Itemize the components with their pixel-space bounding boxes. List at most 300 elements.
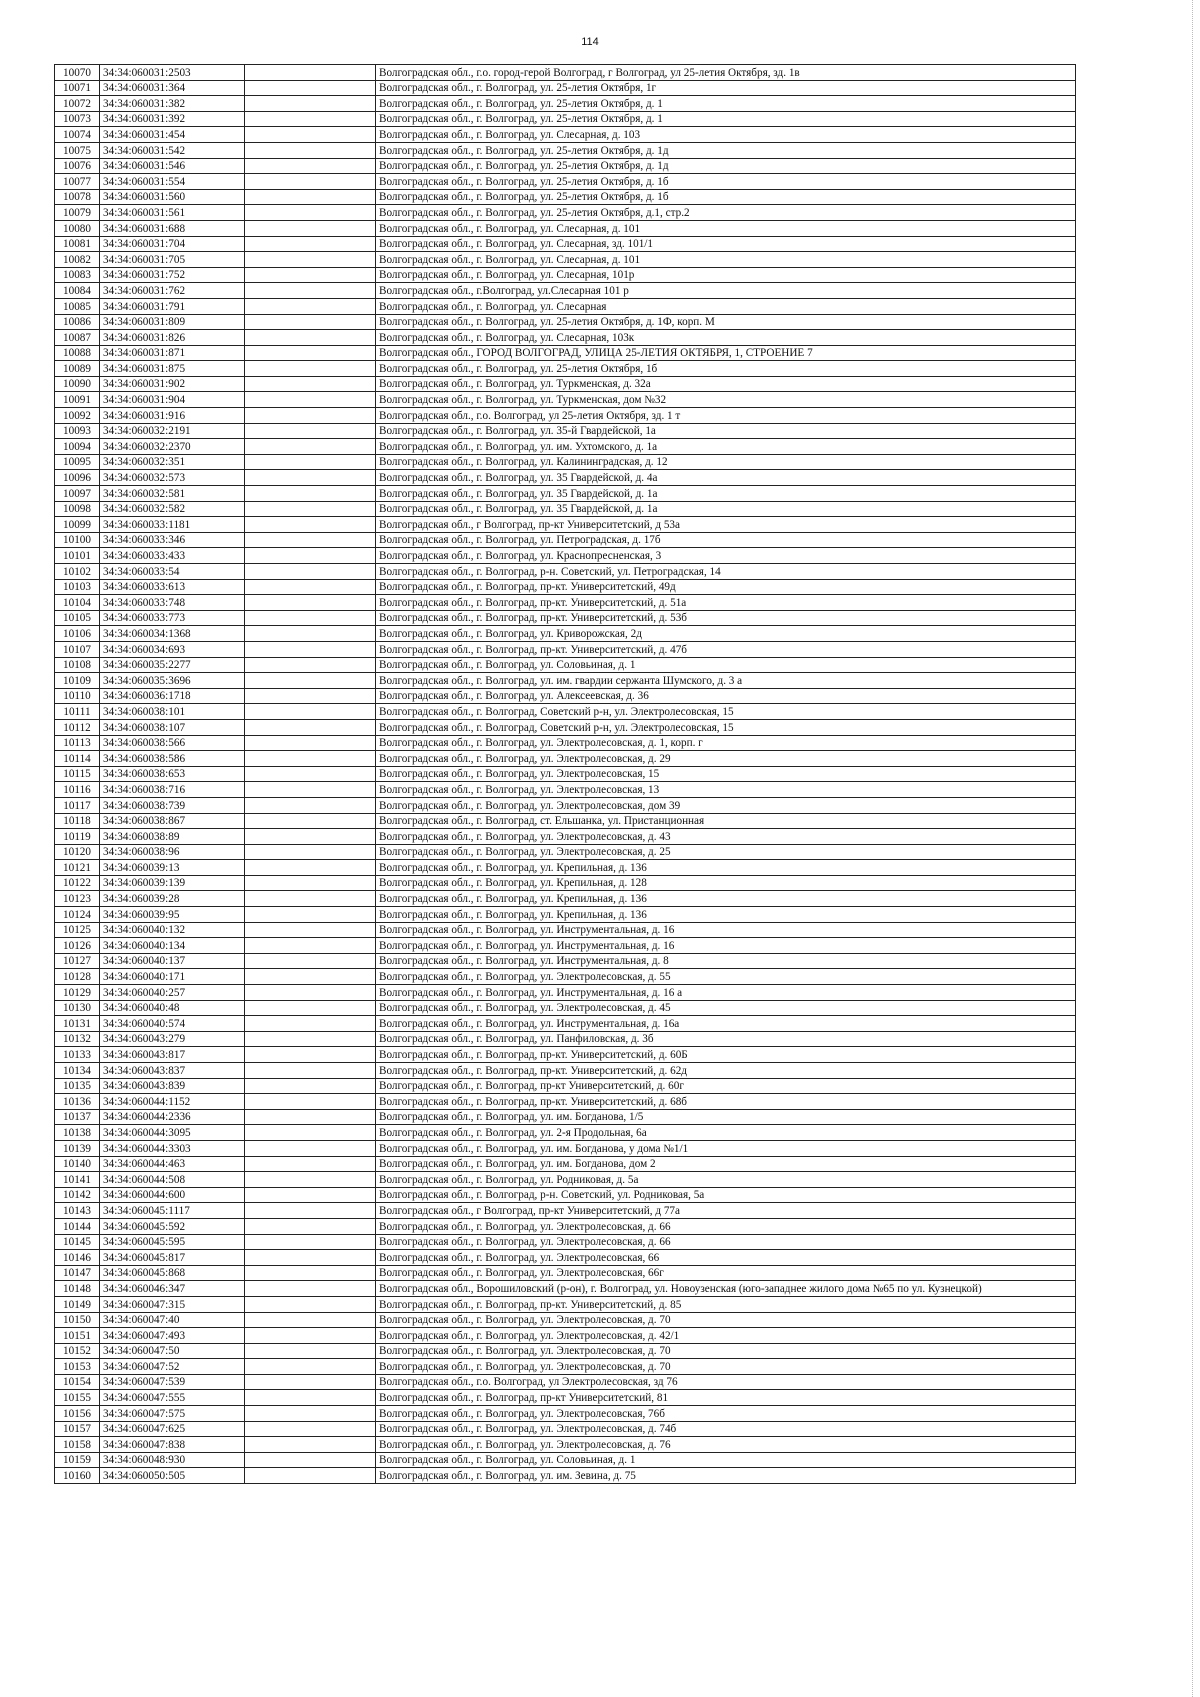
table-row: [55, 1063, 1076, 1079]
table-row: [55, 1140, 1076, 1156]
address-cell: Волгоградская обл., г. Волгоград, ул. Электролесовская, д. 42/1: [376, 1328, 1076, 1344]
cadastral-number-cell: 34:34:060039:95: [100, 907, 245, 923]
row-number-cell: 10086: [55, 314, 100, 330]
cadastral-number-cell: 34:34:060031:454: [100, 127, 245, 143]
row-number-cell: 10091: [55, 392, 100, 408]
empty-cell: [245, 548, 376, 564]
address-cell: Волгоградская обл., г.Волгоград, ул.Слесарная 101 р: [376, 283, 1076, 299]
empty-cell: [245, 174, 376, 190]
address-cell: Волгоградская обл., г. Волгоград, ул. Панфиловская, д. 3б: [376, 1031, 1076, 1047]
cadastral-number-cell: 34:34:060044:600: [100, 1187, 245, 1203]
empty-cell: [245, 1000, 376, 1016]
address-cell: Волгоградская обл., г. Волгоград, ул. Электролесовская, д. 66: [376, 1234, 1076, 1250]
cadastral-number-cell: 34:34:060047:50: [100, 1343, 245, 1359]
row-number-cell: 10114: [55, 751, 100, 767]
table-row: [55, 719, 1076, 735]
cadastral-number-cell: 34:34:060031:762: [100, 283, 245, 299]
table-row: [55, 673, 1076, 689]
cadastral-number-cell: 34:34:060045:592: [100, 1218, 245, 1234]
row-number-cell: 10137: [55, 1109, 100, 1125]
table-row: [55, 641, 1076, 657]
table-row: [55, 1125, 1076, 1141]
address-cell: Волгоградская обл., г. Волгоград, ул. Слесарная: [376, 298, 1076, 314]
row-number-cell: 10101: [55, 548, 100, 564]
address-cell: Волгоградская обл., г. Волгоград, пр-кт. Университетский, д. 62д: [376, 1063, 1076, 1079]
table-row: [55, 875, 1076, 891]
address-cell: Волгоградская обл., г. Волгоград, р-н. Советский, ул. Петроградская, 14: [376, 564, 1076, 580]
empty-cell: [245, 797, 376, 813]
address-cell: Волгоградская обл., г. Волгоград, ул. Электролесовская, д. 74б: [376, 1421, 1076, 1437]
table-row: [55, 938, 1076, 954]
address-cell: Волгоградская обл., г. Волгоград, ул. Слесарная, д. 103: [376, 127, 1076, 143]
row-number-cell: 10087: [55, 330, 100, 346]
cadastral-number-cell: 34:34:060045:868: [100, 1265, 245, 1281]
cadastral-number-cell: 34:34:060040:574: [100, 1016, 245, 1032]
table-row: [55, 267, 1076, 283]
address-cell: Волгоградская обл., г. Волгоград, ул. им. Зевина, д. 75: [376, 1468, 1076, 1484]
row-number-cell: 10103: [55, 579, 100, 595]
empty-cell: [245, 1312, 376, 1328]
table-row: [55, 158, 1076, 174]
empty-cell: [245, 579, 376, 595]
empty-cell: [245, 1296, 376, 1312]
cadastral-number-cell: 34:34:060035:2277: [100, 657, 245, 673]
address-cell: Волгоградская обл., ГОРОД ВОЛГОГРАД, УЛИЦА 25-ЛЕТИЯ ОКТЯБРЯ, 1, СТРОЕНИЕ 7: [376, 345, 1076, 361]
cadastral-number-cell: 34:34:060048:930: [100, 1452, 245, 1468]
cadastral-number-cell: 34:34:060047:40: [100, 1312, 245, 1328]
address-cell: Волгоградская обл., г. Волгоград, пр-кт. Университетский, 49д: [376, 579, 1076, 595]
row-number-cell: 10159: [55, 1452, 100, 1468]
table-row: [55, 829, 1076, 845]
cadastral-number-cell: 34:34:060047:555: [100, 1390, 245, 1406]
table-row: [55, 688, 1076, 704]
row-number-cell: 10095: [55, 454, 100, 470]
address-cell: Волгоградская обл., г. Волгоград, ул. Электролесовская, д. 70: [376, 1359, 1076, 1375]
cadastral-number-cell: 34:34:060031:561: [100, 205, 245, 221]
cadastral-number-cell: 34:34:060031:916: [100, 408, 245, 424]
address-cell: Волгоградская обл., г. Волгоград, ул. им. гвардии сержанта Шумского, д. 3 а: [376, 673, 1076, 689]
address-cell: Волгоградская обл., г. Волгоград, ул. Электролесовская, 13: [376, 782, 1076, 798]
empty-cell: [245, 1140, 376, 1156]
row-number-cell: 10106: [55, 626, 100, 642]
table-row: [55, 1234, 1076, 1250]
row-number-cell: 10109: [55, 673, 100, 689]
table-row: [55, 80, 1076, 96]
row-number-cell: 10096: [55, 470, 100, 486]
empty-cell: [245, 127, 376, 143]
cadastral-number-cell: 34:34:060032:351: [100, 454, 245, 470]
address-cell: Волгоградская обл., г. Волгоград, ул. Электролесовская, д. 55: [376, 969, 1076, 985]
table-row: [55, 1421, 1076, 1437]
row-number-cell: 10073: [55, 111, 100, 127]
cadastral-number-cell: 34:34:060038:716: [100, 782, 245, 798]
row-number-cell: 10100: [55, 532, 100, 548]
table-row: [55, 1203, 1076, 1219]
address-cell: Волгоградская обл., г. Волгоград, ул. Инструментальная, д. 16: [376, 922, 1076, 938]
address-cell: Волгоградская обл., г. Волгоград, ул. 25-летия Октября, 1б: [376, 361, 1076, 377]
cadastral-number-cell: 34:34:060044:3303: [100, 1140, 245, 1156]
table-row: [55, 595, 1076, 611]
address-cell: Волгоградская обл., г. Волгоград, ул. Слесарная, д. 101: [376, 252, 1076, 268]
empty-cell: [245, 969, 376, 985]
cadastral-number-cell: 34:34:060043:817: [100, 1047, 245, 1063]
address-cell: Волгоградская обл., г. Волгоград, ул. Краснопресненская, 3: [376, 548, 1076, 564]
empty-cell: [245, 1187, 376, 1203]
row-number-cell: 10138: [55, 1125, 100, 1141]
cadastral-number-cell: 34:34:060038:586: [100, 751, 245, 767]
table-row: [55, 298, 1076, 314]
address-cell: Волгоградская обл., г. Волгоград, ул. 25-летия Октября, д.1, стр.2: [376, 205, 1076, 221]
address-cell: Волгоградская обл., г Волгоград, пр-кт Университетский, д 77а: [376, 1203, 1076, 1219]
row-number-cell: 10082: [55, 252, 100, 268]
cadastral-number-cell: 34:34:060039:13: [100, 860, 245, 876]
row-number-cell: 10149: [55, 1296, 100, 1312]
cadastral-number-cell: 34:34:060035:3696: [100, 673, 245, 689]
table-row: [55, 1109, 1076, 1125]
table-row: [55, 751, 1076, 767]
empty-cell: [245, 376, 376, 392]
address-cell: Волгоградская обл., г. Волгоград, Советский р-н, ул. Электролесовская, 15: [376, 704, 1076, 720]
cadastral-number-cell: 34:34:060031:791: [100, 298, 245, 314]
empty-cell: [245, 80, 376, 96]
empty-cell: [245, 1218, 376, 1234]
cadastral-number-cell: 34:34:060031:809: [100, 314, 245, 330]
address-cell: Волгоградская обл., Ворошиловский (р-он), г. Волгоград, ул. Новоузенская (юго-западнее жилого дома №65 по ул. Кузнецкой): [376, 1281, 1076, 1297]
row-number-cell: 10111: [55, 704, 100, 720]
row-number-cell: 10075: [55, 142, 100, 158]
empty-cell: [245, 1125, 376, 1141]
empty-cell: [245, 330, 376, 346]
address-cell: Волгоградская обл., г. Волгоград, Советский р-н, ул. Электролесовская, 15: [376, 719, 1076, 735]
cadastral-number-cell: 34:34:060031:705: [100, 252, 245, 268]
address-cell: Волгоградская обл., г. Волгоград, ул. им. Богданова, у дома №1/1: [376, 1140, 1076, 1156]
table-row: [55, 907, 1076, 923]
empty-cell: [245, 1421, 376, 1437]
table-row: [55, 1031, 1076, 1047]
table-row: [55, 704, 1076, 720]
empty-cell: [245, 891, 376, 907]
empty-cell: [245, 267, 376, 283]
row-number-cell: 10115: [55, 766, 100, 782]
table-row: [55, 532, 1076, 548]
row-number-cell: 10105: [55, 610, 100, 626]
table-row: [55, 797, 1076, 813]
row-number-cell: 10077: [55, 174, 100, 190]
address-cell: Волгоградская обл., г. Волгоград, ул. 25-летия Октября, д. 1Ф, корп. М: [376, 314, 1076, 330]
row-number-cell: 10102: [55, 564, 100, 580]
address-cell: Волгоградская обл., г. Волгоград, ул. Электролесовская, 66: [376, 1250, 1076, 1266]
empty-cell: [245, 985, 376, 1001]
row-number-cell: 10107: [55, 641, 100, 657]
row-number-cell: 10116: [55, 782, 100, 798]
address-cell: Волгоградская обл., г. Волгоград, ул. 35 Гвардейской, д. 1а: [376, 501, 1076, 517]
row-number-cell: 10085: [55, 298, 100, 314]
row-number-cell: 10084: [55, 283, 100, 299]
row-number-cell: 10118: [55, 813, 100, 829]
table-row: [55, 1374, 1076, 1390]
address-cell: Волгоградская обл., г. Волгоград, ул. Инструментальная, д. 16а: [376, 1016, 1076, 1032]
address-cell: Волгоградская обл., г. Волгоград, ул. Крепильная, д. 136: [376, 860, 1076, 876]
table-row: [55, 985, 1076, 1001]
cadastral-number-cell: 34:34:060031:392: [100, 111, 245, 127]
row-number-cell: 10072: [55, 96, 100, 112]
table-row: [55, 174, 1076, 190]
empty-cell: [245, 844, 376, 860]
address-cell: Волгоградская обл., г. Волгоград, ул. Туркменская, дом №32: [376, 392, 1076, 408]
empty-cell: [245, 361, 376, 377]
address-cell: Волгоградская обл., г. Волгоград, ул. им. Богданова, дом 2: [376, 1156, 1076, 1172]
table-row: [55, 236, 1076, 252]
table-body: [55, 65, 1076, 1484]
table-row: [55, 392, 1076, 408]
table-row: [55, 1187, 1076, 1203]
row-number-cell: 10071: [55, 80, 100, 96]
row-number-cell: 10108: [55, 657, 100, 673]
empty-cell: [245, 1390, 376, 1406]
empty-cell: [245, 1374, 376, 1390]
cadastral-number-cell: 34:34:060038:867: [100, 813, 245, 829]
address-cell: Волгоградская обл., г. Волгоград, ул. 2-я Продольная, 6а: [376, 1125, 1076, 1141]
row-number-cell: 10092: [55, 408, 100, 424]
table-row: [55, 314, 1076, 330]
table-row: [55, 1468, 1076, 1484]
empty-cell: [245, 875, 376, 891]
address-cell: Волгоградская обл., г. Волгоград, ул. Соловьиная, д. 1: [376, 1452, 1076, 1468]
table-row: [55, 205, 1076, 221]
row-number-cell: 10136: [55, 1094, 100, 1110]
cadastral-number-cell: 34:34:060038:107: [100, 719, 245, 735]
cadastral-number-cell: 34:34:060047:575: [100, 1406, 245, 1422]
cadastral-number-cell: 34:34:060033:54: [100, 564, 245, 580]
row-number-cell: 10132: [55, 1031, 100, 1047]
row-number-cell: 10141: [55, 1172, 100, 1188]
empty-cell: [245, 454, 376, 470]
address-cell: Волгоградская обл., г. Волгоград, ул. Родниковая, д. 5а: [376, 1172, 1076, 1188]
address-cell: Волгоградская обл., г. Волгоград, ул. Электролесовская, д. 70: [376, 1312, 1076, 1328]
address-cell: Волгоградская обл., г. Волгоград, ул. Слесарная, 101р: [376, 267, 1076, 283]
cadastral-number-cell: 34:34:060047:838: [100, 1437, 245, 1453]
table-row: [55, 1265, 1076, 1281]
empty-cell: [245, 953, 376, 969]
cadastral-number-cell: 34:34:060044:463: [100, 1156, 245, 1172]
empty-cell: [245, 439, 376, 455]
cadastral-number-cell: 34:34:060034:1368: [100, 626, 245, 642]
table-row: [55, 564, 1076, 580]
row-number-cell: 10117: [55, 797, 100, 813]
address-cell: Волгоградская обл., г. Волгоград, ул. 25-летия Октября, д. 1д: [376, 158, 1076, 174]
empty-cell: [245, 751, 376, 767]
row-number-cell: 10144: [55, 1218, 100, 1234]
address-cell: Волгоградская обл., г. Волгоград, пр-кт. Университетский, д. 85: [376, 1296, 1076, 1312]
row-number-cell: 10154: [55, 1374, 100, 1390]
table-row: [55, 579, 1076, 595]
table-row: [55, 517, 1076, 533]
address-cell: Волгоградская обл., г. Волгоград, ул. Криворожская, 2д: [376, 626, 1076, 642]
cadastral-number-cell: 34:34:060046:347: [100, 1281, 245, 1297]
row-number-cell: 10158: [55, 1437, 100, 1453]
row-number-cell: 10097: [55, 486, 100, 502]
empty-cell: [245, 688, 376, 704]
address-cell: Волгоградская обл., г. Волгоград, пр-кт Университетский, 81: [376, 1390, 1076, 1406]
address-cell: Волгоградская обл., г. Волгоград, пр-кт. Университетский, д. 53б: [376, 610, 1076, 626]
table-row: [55, 1250, 1076, 1266]
empty-cell: [245, 1156, 376, 1172]
table-row: [55, 969, 1076, 985]
empty-cell: [245, 111, 376, 127]
cadastral-number-cell: 34:34:060033:748: [100, 595, 245, 611]
page-number: 114: [581, 36, 599, 48]
empty-cell: [245, 1031, 376, 1047]
cadastral-number-cell: 34:34:060040:134: [100, 938, 245, 954]
cadastral-number-cell: 34:34:060038:566: [100, 735, 245, 751]
empty-cell: [245, 1203, 376, 1219]
row-number-cell: 10124: [55, 907, 100, 923]
address-cell: Волгоградская обл., г. Волгоград, ул. Электролесовская, 15: [376, 766, 1076, 782]
table-row: [55, 626, 1076, 642]
table-row: [55, 1437, 1076, 1453]
cadastral-number-cell: 34:34:060038:653: [100, 766, 245, 782]
address-cell: Волгоградская обл., г. Волгоград, ул. Слесарная, зд. 101/1: [376, 236, 1076, 252]
address-cell: Волгоградская обл., г. Волгоград, ул. Электролесовская, д. 45: [376, 1000, 1076, 1016]
table-row: [55, 1016, 1076, 1032]
cadastral-number-cell: 34:34:060044:2336: [100, 1109, 245, 1125]
row-number-cell: 10080: [55, 220, 100, 236]
empty-cell: [245, 922, 376, 938]
table-row: [55, 65, 1076, 81]
address-cell: Волгоградская обл., г. Волгоград, ул. Электролесовская, д. 66: [376, 1218, 1076, 1234]
address-cell: Волгоградская обл., г. Волгоград, ул. им. Богданова, 1/5: [376, 1109, 1076, 1125]
row-number-cell: 10150: [55, 1312, 100, 1328]
table-row: [55, 501, 1076, 517]
cadastral-number-cell: 34:34:060040:48: [100, 1000, 245, 1016]
table-row: [55, 439, 1076, 455]
empty-cell: [245, 1234, 376, 1250]
address-cell: Волгоградская обл., г. Волгоград, ул. Инструментальная, д. 8: [376, 953, 1076, 969]
row-number-cell: 10112: [55, 719, 100, 735]
cadastral-number-cell: 34:34:060031:546: [100, 158, 245, 174]
table-row: [55, 657, 1076, 673]
empty-cell: [245, 408, 376, 424]
table-row: [55, 1390, 1076, 1406]
row-number-cell: 10089: [55, 361, 100, 377]
cadastral-number-cell: 34:34:060032:582: [100, 501, 245, 517]
address-cell: Волгоградская обл., г. Волгоград, ул. 25-летия Октября, д. 1: [376, 96, 1076, 112]
row-number-cell: 10139: [55, 1140, 100, 1156]
empty-cell: [245, 532, 376, 548]
table-row: [55, 813, 1076, 829]
address-cell: Волгоградская обл., г. Волгоград, ул. Алексеевская, д. 36: [376, 688, 1076, 704]
row-number-cell: 10126: [55, 938, 100, 954]
empty-cell: [245, 564, 376, 580]
empty-cell: [245, 1016, 376, 1032]
empty-cell: [245, 1063, 376, 1079]
cadastral-number-cell: 34:34:060031:704: [100, 236, 245, 252]
table-row: [55, 1156, 1076, 1172]
empty-cell: [245, 1343, 376, 1359]
cadastral-number-cell: 34:34:060039:28: [100, 891, 245, 907]
row-number-cell: 10119: [55, 829, 100, 845]
empty-cell: [245, 657, 376, 673]
address-cell: Волгоградская обл., г. Волгоград, ул. Электролесовская, д. 70: [376, 1343, 1076, 1359]
table-row: [55, 1452, 1076, 1468]
row-number-cell: 10133: [55, 1047, 100, 1063]
address-cell: Волгоградская обл., г. Волгоград, ул. им. Ухтомского, д. 1а: [376, 439, 1076, 455]
row-number-cell: 10145: [55, 1234, 100, 1250]
row-number-cell: 10128: [55, 969, 100, 985]
cadastral-number-cell: 34:34:060047:625: [100, 1421, 245, 1437]
address-cell: Волгоградская обл., г. Волгоград, ул. Электролесовская, д. 25: [376, 844, 1076, 860]
cadastral-number-cell: 34:34:060047:493: [100, 1328, 245, 1344]
cadastral-number-cell: 34:34:060044:1152: [100, 1094, 245, 1110]
table-row: [55, 454, 1076, 470]
table-row: [55, 1218, 1076, 1234]
cadastral-number-cell: 34:34:060050:505: [100, 1468, 245, 1484]
empty-cell: [245, 1094, 376, 1110]
cadastral-number-cell: 34:34:060036:1718: [100, 688, 245, 704]
row-number-cell: 10143: [55, 1203, 100, 1219]
cadastral-number-cell: 34:34:060031:902: [100, 376, 245, 392]
address-cell: Волгоградская обл., г. Волгоград, ул. 25-летия Октября, 1г: [376, 80, 1076, 96]
empty-cell: [245, 626, 376, 642]
cadastral-number-cell: 34:34:060044:3095: [100, 1125, 245, 1141]
row-number-cell: 10074: [55, 127, 100, 143]
cadastral-number-cell: 34:34:060031:2503: [100, 65, 245, 81]
empty-cell: [245, 189, 376, 205]
empty-cell: [245, 907, 376, 923]
cadastral-number-cell: 34:34:060047:315: [100, 1296, 245, 1312]
row-number-cell: 10110: [55, 688, 100, 704]
address-cell: Волгоградская обл., г. Волгоград, р-н. Советский, ул. Родниковая, 5а: [376, 1187, 1076, 1203]
cadastral-table: [54, 64, 1076, 1484]
empty-cell: [245, 1281, 376, 1297]
table-row: [55, 1328, 1076, 1344]
cadastral-number-cell: 34:34:060033:1181: [100, 517, 245, 533]
cadastral-number-cell: 34:34:060038:739: [100, 797, 245, 813]
address-cell: Волгоградская обл., г. Волгоград, ул. Слесарная, 103к: [376, 330, 1076, 346]
cadastral-number-cell: 34:34:060038:101: [100, 704, 245, 720]
table-row: [55, 423, 1076, 439]
cadastral-number-cell: 34:34:060045:595: [100, 1234, 245, 1250]
row-number-cell: 10148: [55, 1281, 100, 1297]
table-row: [55, 1094, 1076, 1110]
cadastral-number-cell: 34:34:060032:2370: [100, 439, 245, 455]
address-cell: Волгоградская обл., г. Волгоград, пр-кт. Университетский, д. 47б: [376, 641, 1076, 657]
cadastral-number-cell: 34:34:060043:837: [100, 1063, 245, 1079]
empty-cell: [245, 735, 376, 751]
table-row: [55, 470, 1076, 486]
address-cell: Волгоградская обл., г. Волгоград, ул. 25-летия Октября, д. 1д: [376, 142, 1076, 158]
address-cell: Волгоградская обл., г. Волгоград, ул. Крепильная, д. 136: [376, 907, 1076, 923]
empty-cell: [245, 423, 376, 439]
row-number-cell: 10142: [55, 1187, 100, 1203]
cadastral-number-cell: 34:34:060040:137: [100, 953, 245, 969]
cadastral-number-cell: 34:34:060032:581: [100, 486, 245, 502]
cadastral-number-cell: 34:34:060045:817: [100, 1250, 245, 1266]
table-row: [55, 189, 1076, 205]
address-cell: Волгоградская обл., г. Волгоград, ул. Электролесовская, дом 39: [376, 797, 1076, 813]
row-number-cell: 10152: [55, 1343, 100, 1359]
table-row: [55, 1172, 1076, 1188]
row-number-cell: 10093: [55, 423, 100, 439]
address-cell: Волгоградская обл., г. Волгоград, ул. 25-летия Октября, д. 1: [376, 111, 1076, 127]
row-number-cell: 10140: [55, 1156, 100, 1172]
table-row: [55, 548, 1076, 564]
table-row: [55, 361, 1076, 377]
cadastral-number-cell: 34:34:060034:693: [100, 641, 245, 657]
cadastral-number-cell: 34:34:060047:52: [100, 1359, 245, 1375]
table-row: [55, 486, 1076, 502]
empty-cell: [245, 314, 376, 330]
